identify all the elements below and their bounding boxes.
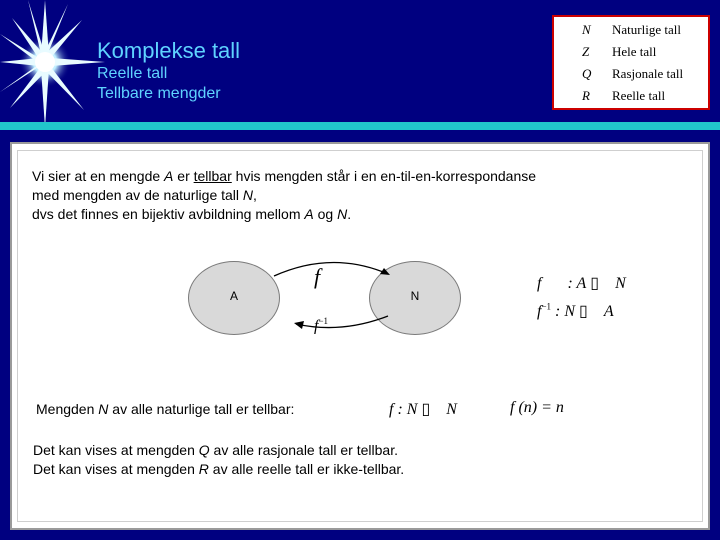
arrow-glyph: ▯ [421,401,431,418]
formula-finv [537,301,614,321]
content-panel [10,142,710,530]
set-symbol: A [164,168,174,184]
legend-row-r [554,88,708,110]
math-exponent: −1 [541,301,552,312]
text-run: Mengden [36,401,99,417]
text-run: er [173,168,194,184]
math-codomain: N [446,401,457,418]
legend-row-q [554,66,708,88]
slide-subtitle-2: Tellbare mengder [97,85,221,102]
legend-label: Reelle tall [612,88,666,103]
set-symbol: Q [198,442,210,458]
text-run: med mengden av de naturlige tall [32,187,243,203]
slide-title: Komplekse tall [97,38,241,63]
math-f: f [314,264,321,289]
legend-label: Rasjonale tall [612,66,684,81]
legend-symbol: N [582,22,591,37]
math-domain: : A [567,275,587,292]
text-run: av alle reelle tall er ikke-tellbar. [208,461,405,477]
legend-symbol: R [582,88,590,103]
set-symbol: N [337,206,348,222]
legend-label: Hele tall [612,44,657,59]
legend-symbol: Q [582,66,592,81]
math-f: f [537,303,542,320]
set-a-label: A [229,289,238,303]
math-domain: : N [555,303,576,320]
number-sets-legend [552,15,710,110]
slide-subtitle-1: Reelle tall [97,65,168,82]
text-run: . [347,206,352,222]
text-run: Vi sier at en mengde [32,168,165,184]
legend-row-n [554,22,708,44]
intro-line-1 [32,167,536,186]
real-statement [33,460,404,479]
text-run: hvis mengden står i en en-til-en-korrespondanse [231,168,537,184]
math-codomain: N [615,275,626,292]
naturals-rule: f (n) = n [510,399,564,416]
arrow-glyph: ▯ [590,275,600,292]
legend-row-z [554,44,708,66]
arrow-glyph: ▯ [579,303,588,320]
set-symbol: R [198,461,209,477]
math-codomain: A [603,303,614,320]
rational-statement [33,441,398,460]
slide-header [97,38,240,104]
set-n-label: N [410,289,420,303]
math-f: f [314,317,319,335]
set-symbol: A [304,206,314,222]
text-run: , [253,187,257,203]
text-run: av alle rasjonale tall er tellbar. [209,442,398,458]
accent-divider [0,122,720,130]
text-run: av alle naturlige tall er tellbar: [108,401,295,417]
formula-f [537,273,626,293]
set-symbol: N [242,187,254,203]
text-run: dvs det finnes en bijektiv avbildning mellom [32,206,305,222]
text-run: Det kan vises at mengden [33,442,199,458]
arrow-finv [296,316,388,328]
sparkle-icon [0,0,110,130]
naturals-statement [36,400,294,419]
intro-line-3 [32,205,351,224]
map-f-label [314,264,320,290]
text-run: og [313,206,338,222]
intro-line-2 [32,186,257,205]
set-symbol: N [98,401,109,417]
map-finv-label [314,316,328,335]
math-f: f [389,401,394,418]
math-f: f [537,275,542,292]
math-domain: : N [397,401,418,418]
arrow-f [274,262,388,276]
arrowhead-finv [294,321,304,329]
legend-label: Naturlige tall [612,22,681,37]
text-run: Det kan vises at mengden [33,461,199,477]
mapping-arrows [262,254,412,344]
legend-symbol: Z [582,44,590,59]
math-exponent: −1 [318,316,329,326]
naturals-map [389,399,457,419]
term-tellbar: tellbar [193,168,232,184]
